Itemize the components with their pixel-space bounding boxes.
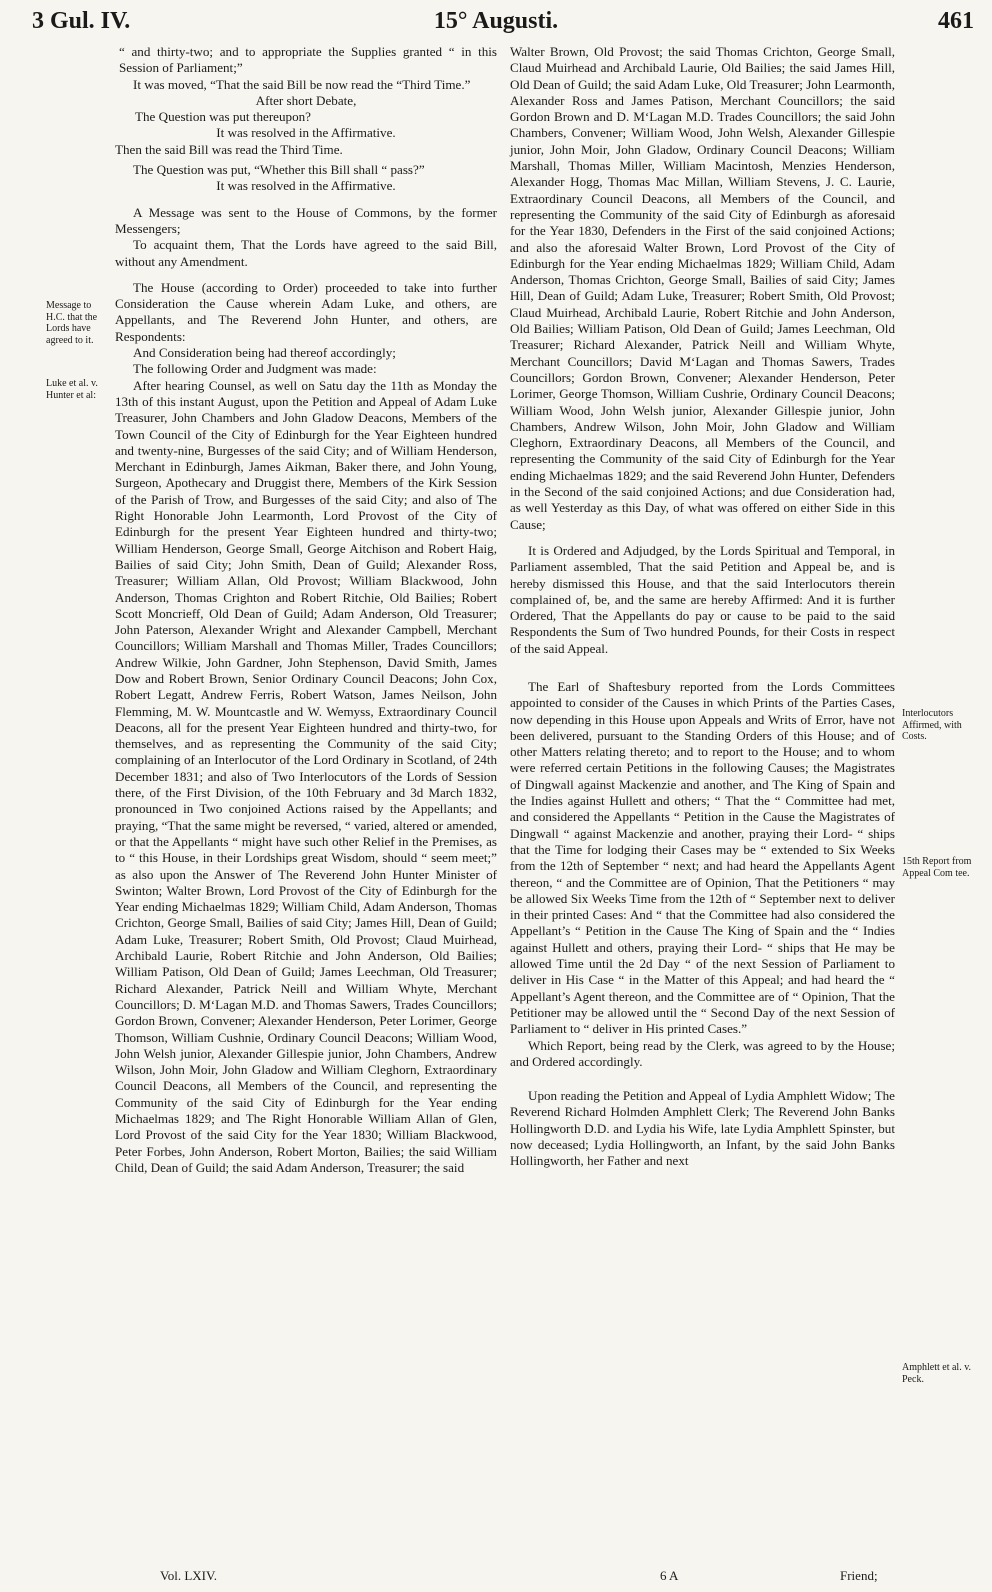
right-column <box>510 44 895 1170</box>
committee-report-paragraph: The Earl of Shaftesbury reported from the Lords Committees appointed to consider of the Causes in which Prints of the Parties Cases, now depending in this House upon Appeals and Writs of Error, have not been delivered, pursuant to the Standing Orders of this House; and of other Matters relating thereto; and to report to the House; and to whom were referred certain Petitions in the following Causes; the Magistrates of Dingwall against Mackenzie and another, and The King of Spain and the Indies against Hullett and others; “ That the “ Committee had met, and considered the Appellants “ Petition in the Cause the Magistrates of Dingwall “ against Mackenzie and another, praying their Lord- “ ships that the Time for lodging their Cases may be “ extended to Six Weeks from the 12th of September “ next; and had heard the Appellants Agent thereon, “ and the Committee are of Opinion, That the Petitioners “ may be allowed Six Weeks Time from the 12th of “ September next to deliver in their printed Cases: And “ that the Committee had also considered the Appellant’s “ Petition in the Cause The King of Spain and the “ Indies against Hullett and others, praying their Lord- “ ships that He may be allowed Time until the 2d Day “ of the next Session of Parliament to deliver in His Case “ in the Matter of this Appeal; and had heard the “ Appellant’s Agent thereon, and the Committee are of “ Opinion, That the Petitioner may be allowed until the “ Second Day of the next Session of Parliament to “ deliver in His printed Cases.” <box>510 678 895 1037</box>
bill-read-third-time: Then the said Bill was read the Third Time. <box>115 141 343 157</box>
catchword: Friend; <box>840 1568 878 1583</box>
acquaint-commons: To acquaint them, That the Lords have agreed to the said Bill, without any Amendment. <box>115 237 497 269</box>
margin-note-message: Message to H.C. that the Lords have agreed to it. <box>46 300 98 346</box>
left-column <box>115 44 497 1176</box>
order-made: The following Order and Judgment was made: <box>133 361 377 377</box>
amphlett-petition: Upon reading the Petition and Appeal of Lydia Amphlett Widow; The Reverend Richard Holmden Amphlett Clerk; The Reverend John Banks Hollingworth D.D. and Lydia his Wife, late Lydia Amphlett Spinster, but now deceased; Lydia Hollingworth, an Infant, by the said John Banks Hollingworth, her Father and next <box>510 1088 895 1169</box>
page-number: 461 <box>938 8 974 34</box>
page-header <box>0 0 992 40</box>
resolved-affirmative-1: It was resolved in the Affirmative. <box>216 125 396 141</box>
margin-note-cause: Luke et al. v. Hunter et al: <box>46 378 98 401</box>
question-put: The Question was put thereupon? <box>135 109 311 125</box>
message-to-commons: A Message was sent to the House of Commons, by the former Messengers; <box>115 204 497 236</box>
motion-third-reading: It was moved, “That the said Bill be now read the “Third Time.” <box>133 76 471 92</box>
resolved-affirmative-2: It was resolved in the Affirmative. <box>216 178 396 194</box>
hearing-counsel-paragraph: After hearing Counsel, as well on Satu day the 11th as Monday the 13th of this instant August, upon the Petition and Appeal of Adam Luke Treasurer, John Chambers and John Gladow Deacons, Members of the Town Council of the City of Edinburgh for the Year Eighteen hundred and twenty-nine, Burgesses of the said City; and of William Henderson, Merchant in Edinburgh, James Aikman, Baker there, and John Young, Surgeon, Apothecary and Druggist there, Members of the Kirk Session of the Parish of Trow, and Burgesses of the said City; and also of The Right Honorable John Learmonth, Lord Provost of the City of Edinburgh for the present Year Eighteen hundred and thirty-two; William Henderson, George Small, George Aitchison and Robert Haig, Bailies of said City; John Smith, Dean of Guild; Alexander Ross, Treasurer; William Allan, Old Provost; William Blackwood, John Anderson, Thomas Crighton and Robert Ritchie, Old Bailies; Robert Scott Moncrieff, Old Dean of Guild; Adam Anderson, Old Treasurer; John Paterson, Alexander Wright and Alexander Campbell, Merchant Councillors; William Marshall and Thomas Miller, Trades Councillors; Andrew Wilkie, John Gardner, John Stephenson, David Smith, James Dow and Robert Brown, Senior Ordinary Council Deacons; John Cox, Robert Legatt, Andrew Ferris, Robert Watson, James Neilson, John Flemming, M. W. Mountcastle and W. Wemyss, Extraordinary Council Deacons, all for the present Year Eighteen hundred and thirty-two, for themselves, and as representing the Community of the said City; complaining of an Interlocutor of the Lord Ordinary in Scotland, of 24th December 1831; and also of Two Interlocutors of the Lords of Session there, of the First Division, of the 10th February and 3d March 1832, pronounced in Two conjoined Actions raised by the Appellants; and praying, “That the same might be reversed, “ varied, altered or amended, or that the Appellants “ might have such other Relief in the Premises, as to “ this House, in their Lordships great Wisdom, should “ seem meet;” as also upon the Answer of The Reverend John Hunter Minister of Swinton; Walter Brown, Lord Provost of the City of Edinburgh for the Year ending Michaelmas 1829; William Child, Adam Anderson, Thomas Crichton, George Small, Bailies of said City; James Hill, Dean of Guild; Adam Luke, Treasurer; Robert Smith, Old Provost; Claud Muirhead, Archibald Laurie, Robert Ritchie and John Anderson, Old Bailies; William Patison, Old Dean of Guild; James Leechman, Old Treasurer; Richard Alexander, Patrick Neill and William Whyte, Merchant Councillors; D. M‘Lagan M.D. and Thomas Sawers, Trades Councillors; Gordon Brown, Convener; Alexander Henderson, Peter Lorimer, George Thomson, William Cushnie, Ordinary Council Deacons; William Wood, John Welsh junior, Alexander Gillespie junior, John Chambers, Andrew Wilson, John Moir, John Gladow and William Cleghorn, Extraordinary Council Deacons, all Members of the Council, and representing the Community of the said City of Edinburgh for the Year ending Michaelmas 1829; and The Right Honorable William Allan of Glen, Lord Provost of the said City for the Year 1830; William Blackwood, Peter Forbes, John Anderson, Robert Morton, Bailies; the said William Child, Dean of Guild; the said Adam Anderson, Treasurer; the said <box>115 377 497 1175</box>
volume-label: Vol. LXIV. <box>160 1568 217 1583</box>
margin-note-amphlett: Amphlett et al. v. Peck. <box>902 1362 972 1385</box>
page-date-heading: 15° Augusti. <box>433 8 559 34</box>
margin-note-interlocutors: Interlocutors Affirmed, with Costs. <box>902 708 962 742</box>
question-bill-pass: The Question was put, “Whether this Bill shall “ pass?” <box>133 162 425 178</box>
respondents-continuation: Walter Brown, Old Provost; the said Thomas Crichton, George Small, Claud Muirhead and Archibald Laurie, Old Bailies; the said James Hill, Old Dean of Guild; the said Adam Luke, Old Treasurer; John Learmonth, Alexander Ross and James Patison, Merchant Councillors; the said Gordon Brown and D. M‘Lagan M.D. Trades Councillors; the said John Chambers, Convener; William Wood, John Welsh, Alexander Gillespie junior, John Moir, John Gladow, Ordinary Council Deacons; William Marshall, Thomas Miller, William Macintosh, Menzies Henderson, Alexander Hogg, Thomas Mac Millan, William Stevens, J. C. Laurie, Extraordinary Council Deacons, all Members of the Council, and representing the Community of the said City of Edinburgh as aforesaid for the Year 1830, Defenders in the First of the said conjoined Actions; and also the aforesaid Walter Brown, Lord Provost of the City of Edinburgh for the Year ending Michaelmas 1829; William Child, Adam Anderson, Thomas Crichton, George Small, Bailies of said City; James Hill, Dean of Guild; Adam Luke, Treasurer; Robert Smith, Old Provost; Claud Muirhead, Archibald Laurie, Robert Ritchie and John Anderson, Old Bailies; William Patison, Old Dean of Guild; James Leechman, Old Treasurer; Richard Alexander, Patrick Neill and William Whyte, Merchant Councillors; David M‘Lagan and Thomas Sawers, Trades Councillors; Gordon Brown, Convener; Alexander Henderson, Peter Lorimer, George Thomson, William Cushrie, Ordinary Council Deacons; William Wood, John Welsh junior, Alexander Gillespie junior, John Chambers, Andrew Wilson, John Moir, John Gladow and William Cleghorn, Extraordinary Deacons, all Members of the Council, and representing the Community of the said City of Edinburgh for the Year ending Michaelmas 1829; and the said Reverend John Hunter, Defenders in the Second of the said conjoined Actions; and due Consideration had, as well Yesterday as this Day, of what was offered on either Side in this Cause; <box>510 44 895 532</box>
debate-note: After short Debate, <box>255 92 357 108</box>
report-agreed: Which Report, being read by the Clerk, was agreed to by the House; and Ordered accordingly. <box>510 1037 895 1069</box>
cause-consideration: The House (according to Order) proceeded to take into further Consideration the Cause wherein Adam Luke, and others, are Appellants, and The Reverend John Hunter, and others, are Respondents: <box>115 279 497 344</box>
judgment-paragraph: It is Ordered and Adjudged, by the Lords Spiritual and Temporal, in Parliament assembled, That the said Petition and Appeal be, and is hereby dismissed this House, and that the said Interlocutors therein complained of, be, and the same are hereby Affirmed: And it is further Ordered, That the Appellants do pay or cause to be paid to the said Respondents the Sum of Two hundred Pounds, for their Costs in respect of the said Appeal. <box>510 542 895 656</box>
regnal-year-heading: 3 Gul. IV. <box>32 8 131 34</box>
signature-mark: 6 A <box>660 1568 679 1583</box>
consideration-had: And Consideration being had thereof accordingly; <box>133 345 396 361</box>
margin-note-report: 15th Report from Appeal Com tee. <box>902 856 972 879</box>
bill-title-continuation: “ and thirty-two; and to appropriate the Supplies granted “ in this Session of Parliament;” <box>119 44 497 76</box>
